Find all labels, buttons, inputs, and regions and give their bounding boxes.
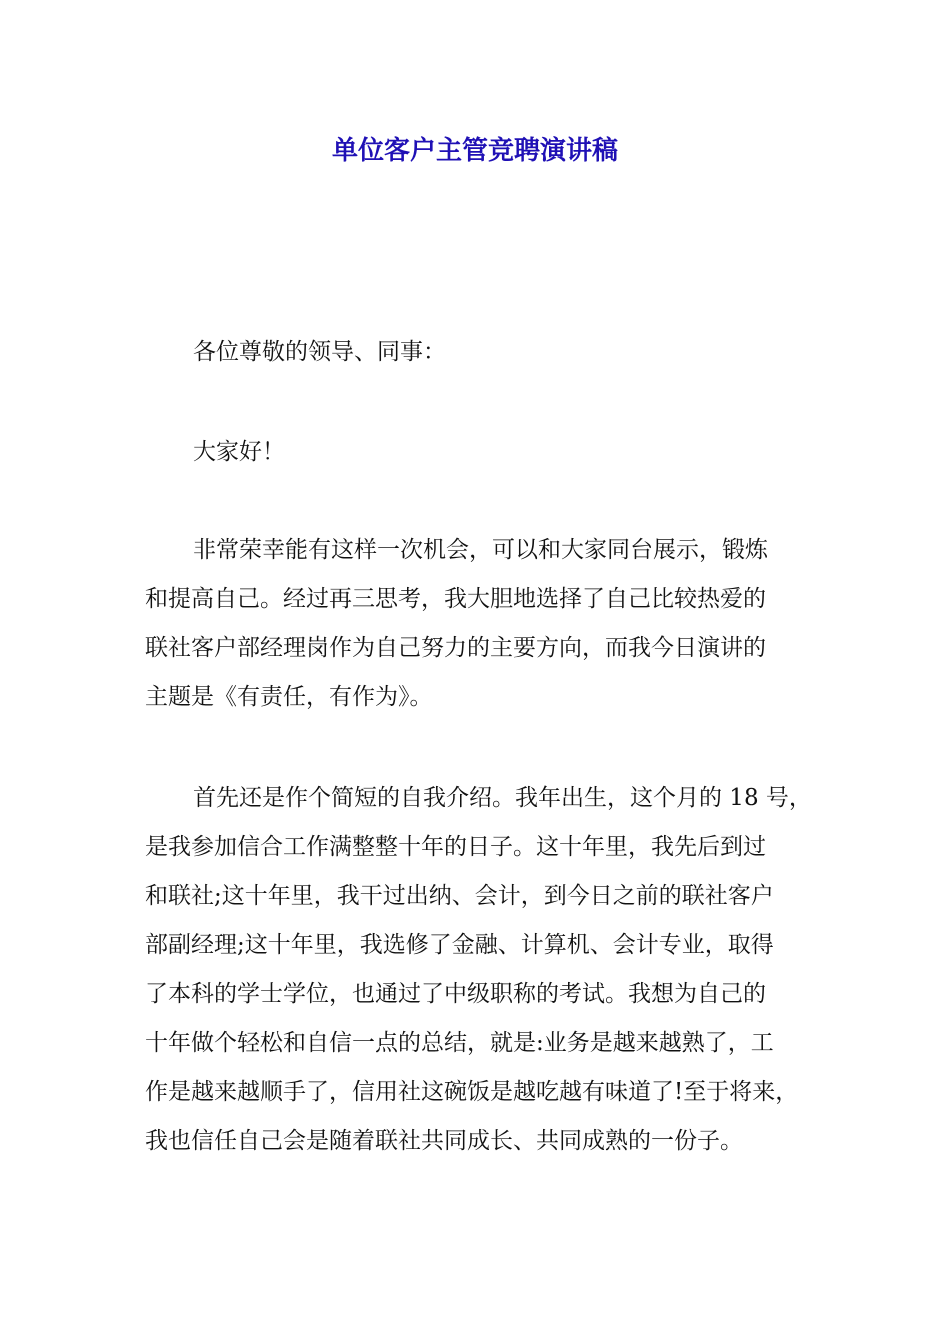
paragraph-line: 联社客户部经理岗作为自己努力的主要方向，而我今日演讲的	[145, 635, 766, 661]
paragraph-line: 大家好！	[193, 439, 285, 465]
paragraph-line: 十年做个轻松和自信一点的总结，就是:业务是越来越熟了，工	[145, 1030, 774, 1056]
paragraph-line: 主题是《有责任，有作为》。	[145, 684, 433, 710]
paragraph-line: 非常荣幸能有这样一次机会，可以和大家同台展示，锻炼	[193, 537, 768, 563]
paragraph-line: 了本科的学士学位，也通过了中级职称的考试。我想为自己的	[145, 981, 766, 1007]
paragraph-line: 首先还是作个简短的自我介绍。我年出生，这个月的 18 号，	[193, 785, 812, 811]
intro-paragraph	[145, 526, 835, 722]
paragraph-line: 作是越来越顺手了，信用社这碗饭是越吃越有味道了!至于将来，	[145, 1079, 799, 1105]
self-introduction-paragraph	[145, 774, 835, 1166]
greeting-paragraph	[145, 328, 835, 377]
paragraph-line: 我也信任自己会是随着联社共同成长、共同成熟的一份子。	[145, 1128, 743, 1154]
paragraph-line: 和提高自己。经过再三思考，我大胆地选择了自己比较热爱的	[145, 586, 766, 612]
document-title: 单位客户主管竞聘演讲稿	[331, 136, 618, 166]
paragraph-line: 部副经理;这十年里，我选修了金融、计算机、会计专业，取得	[145, 932, 774, 958]
paragraph-line: 是我参加信合工作满整整十年的日子。这十年里，我先后到过	[145, 834, 766, 860]
paragraph-line: 和联社;这十年里，我干过出纳、会计，到今日之前的联社客户	[145, 883, 774, 909]
paragraph-line: 各位尊敬的领导、同事：	[193, 339, 446, 365]
salutation-paragraph	[145, 428, 835, 477]
